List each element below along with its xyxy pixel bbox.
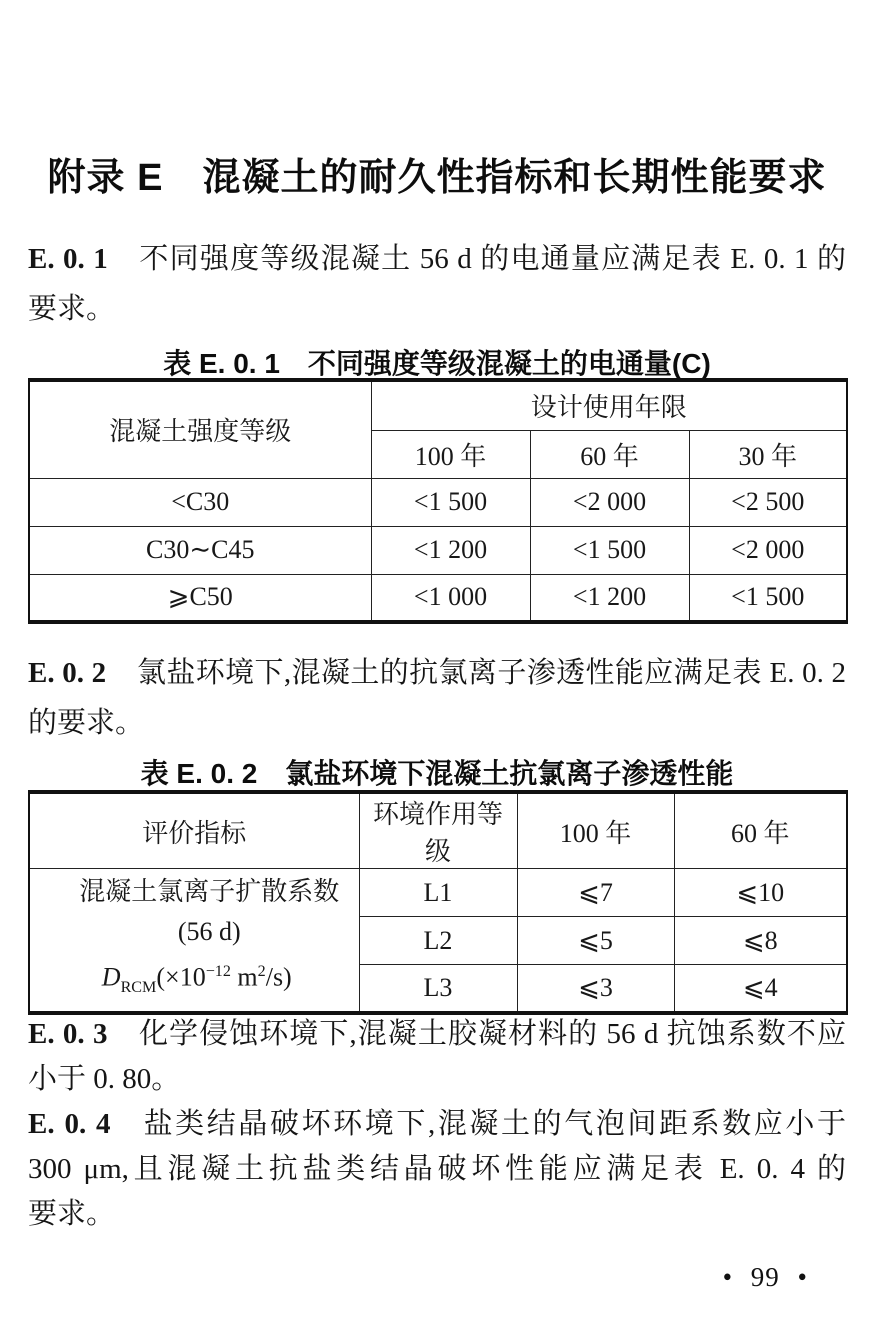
table-e01 bbox=[28, 378, 848, 624]
table-cell: <1 200 bbox=[530, 574, 689, 622]
section-e02 bbox=[28, 648, 846, 748]
table-row bbox=[29, 526, 847, 574]
section-e04-line1 bbox=[28, 1102, 846, 1147]
table-cell: <2 000 bbox=[689, 526, 847, 574]
section-e02-line2: 的要求。 bbox=[28, 707, 145, 739]
section-e04-line3: 要求。 bbox=[28, 1198, 116, 1230]
section-e02-line1 bbox=[28, 648, 846, 698]
table-header-cell: 100 年 bbox=[517, 792, 674, 869]
table-cell: <1 500 bbox=[689, 574, 847, 622]
table-cell: ⩽8 bbox=[674, 917, 847, 965]
appendix-title: 附录 E 混凝土的耐久性指标和长期性能要求 bbox=[47, 157, 827, 199]
indicator-cell bbox=[29, 869, 359, 1013]
table-cell: ⩽10 bbox=[674, 869, 847, 917]
clause-text: 氯盐环境下,混凝土的抗氯离子渗透性能应满足表 E. 0. 2 bbox=[136, 657, 847, 689]
table-cell: C30∼C45 bbox=[29, 526, 371, 574]
clause-number: E. 0. 3 bbox=[28, 1018, 108, 1050]
table-cell: ⩽3 bbox=[517, 965, 674, 1013]
table-cell: ⩾C50 bbox=[29, 574, 371, 622]
clause-text: 盐类结晶破坏环境下,混凝土的气泡间距系数应小于 bbox=[140, 1108, 846, 1140]
clause-text: 不同强度等级混凝土 56 d 的电通量应满足表 E. 0. 1 的 bbox=[138, 243, 847, 275]
table-cell: L2 bbox=[359, 917, 517, 965]
clause-text: 化学侵蚀环境下,混凝土胶凝材料的 56 d 抗蚀系数不应 bbox=[137, 1018, 846, 1050]
section-e01-line1 bbox=[28, 234, 846, 284]
table-cell: ⩽5 bbox=[517, 917, 674, 965]
indicator-formula: $D_{RCM}(\times 10^{-12}$ $m^2/s$) bbox=[101, 962, 292, 996]
table-row bbox=[29, 574, 847, 622]
clause-number: E. 0. 2 bbox=[28, 657, 107, 689]
section-e01 bbox=[28, 234, 846, 334]
table-cell: <1 500 bbox=[530, 526, 689, 574]
table-row bbox=[29, 869, 847, 917]
table-cell: <C30 bbox=[29, 478, 371, 526]
table-cell: <1 500 bbox=[371, 478, 530, 526]
table-cell: <2 000 bbox=[530, 478, 689, 526]
clause-number: E. 0. 4 bbox=[28, 1108, 111, 1140]
table-header-cell: 60 年 bbox=[674, 792, 847, 869]
clause-number: E. 0. 1 bbox=[28, 243, 108, 275]
section-e03-line1 bbox=[28, 1012, 846, 1057]
table-header-cell: 30 年 bbox=[689, 430, 847, 478]
table-header-cell: 评价指标 bbox=[29, 792, 359, 869]
table-header-cell: 设计使用年限 bbox=[371, 380, 847, 430]
section-e04 bbox=[28, 1102, 846, 1237]
table-cell: ⩽4 bbox=[674, 965, 847, 1013]
table-cell: <1 000 bbox=[371, 574, 530, 622]
page-number: • 99 • bbox=[722, 1262, 808, 1292]
section-e03-line2: 小于 0. 80。 bbox=[28, 1063, 181, 1095]
table-cell: L3 bbox=[359, 965, 517, 1013]
table-cell: <2 500 bbox=[689, 478, 847, 526]
section-e01-line2: 要求。 bbox=[28, 293, 116, 325]
table-header-cell: 60 年 bbox=[530, 430, 689, 478]
table-e01-caption: 表 E. 0. 1 不同强度等级混凝土的电通量(C) bbox=[163, 348, 711, 379]
table-cell: <1 200 bbox=[371, 526, 530, 574]
table-cell: L1 bbox=[359, 869, 517, 917]
table-header-cell: 100 年 bbox=[371, 430, 530, 478]
table-e02 bbox=[28, 790, 848, 1015]
table-header-cell: 环境作用等级 bbox=[359, 792, 517, 869]
section-e04-line2: 300 μm,且混凝土抗盐类结晶破坏性能应满足表 E. 0. 4 的 bbox=[28, 1153, 846, 1185]
table-cell: ⩽7 bbox=[517, 869, 674, 917]
section-e03 bbox=[28, 1012, 846, 1102]
table-e02-caption: 表 E. 0. 2 氯盐环境下混凝土抗氯离子渗透性能 bbox=[140, 758, 734, 789]
indicator-name: 混凝土氯离子扩散系数(56 d) bbox=[79, 876, 340, 946]
table-row bbox=[29, 478, 847, 526]
table-header-cell: 混凝土强度等级 bbox=[29, 380, 371, 478]
